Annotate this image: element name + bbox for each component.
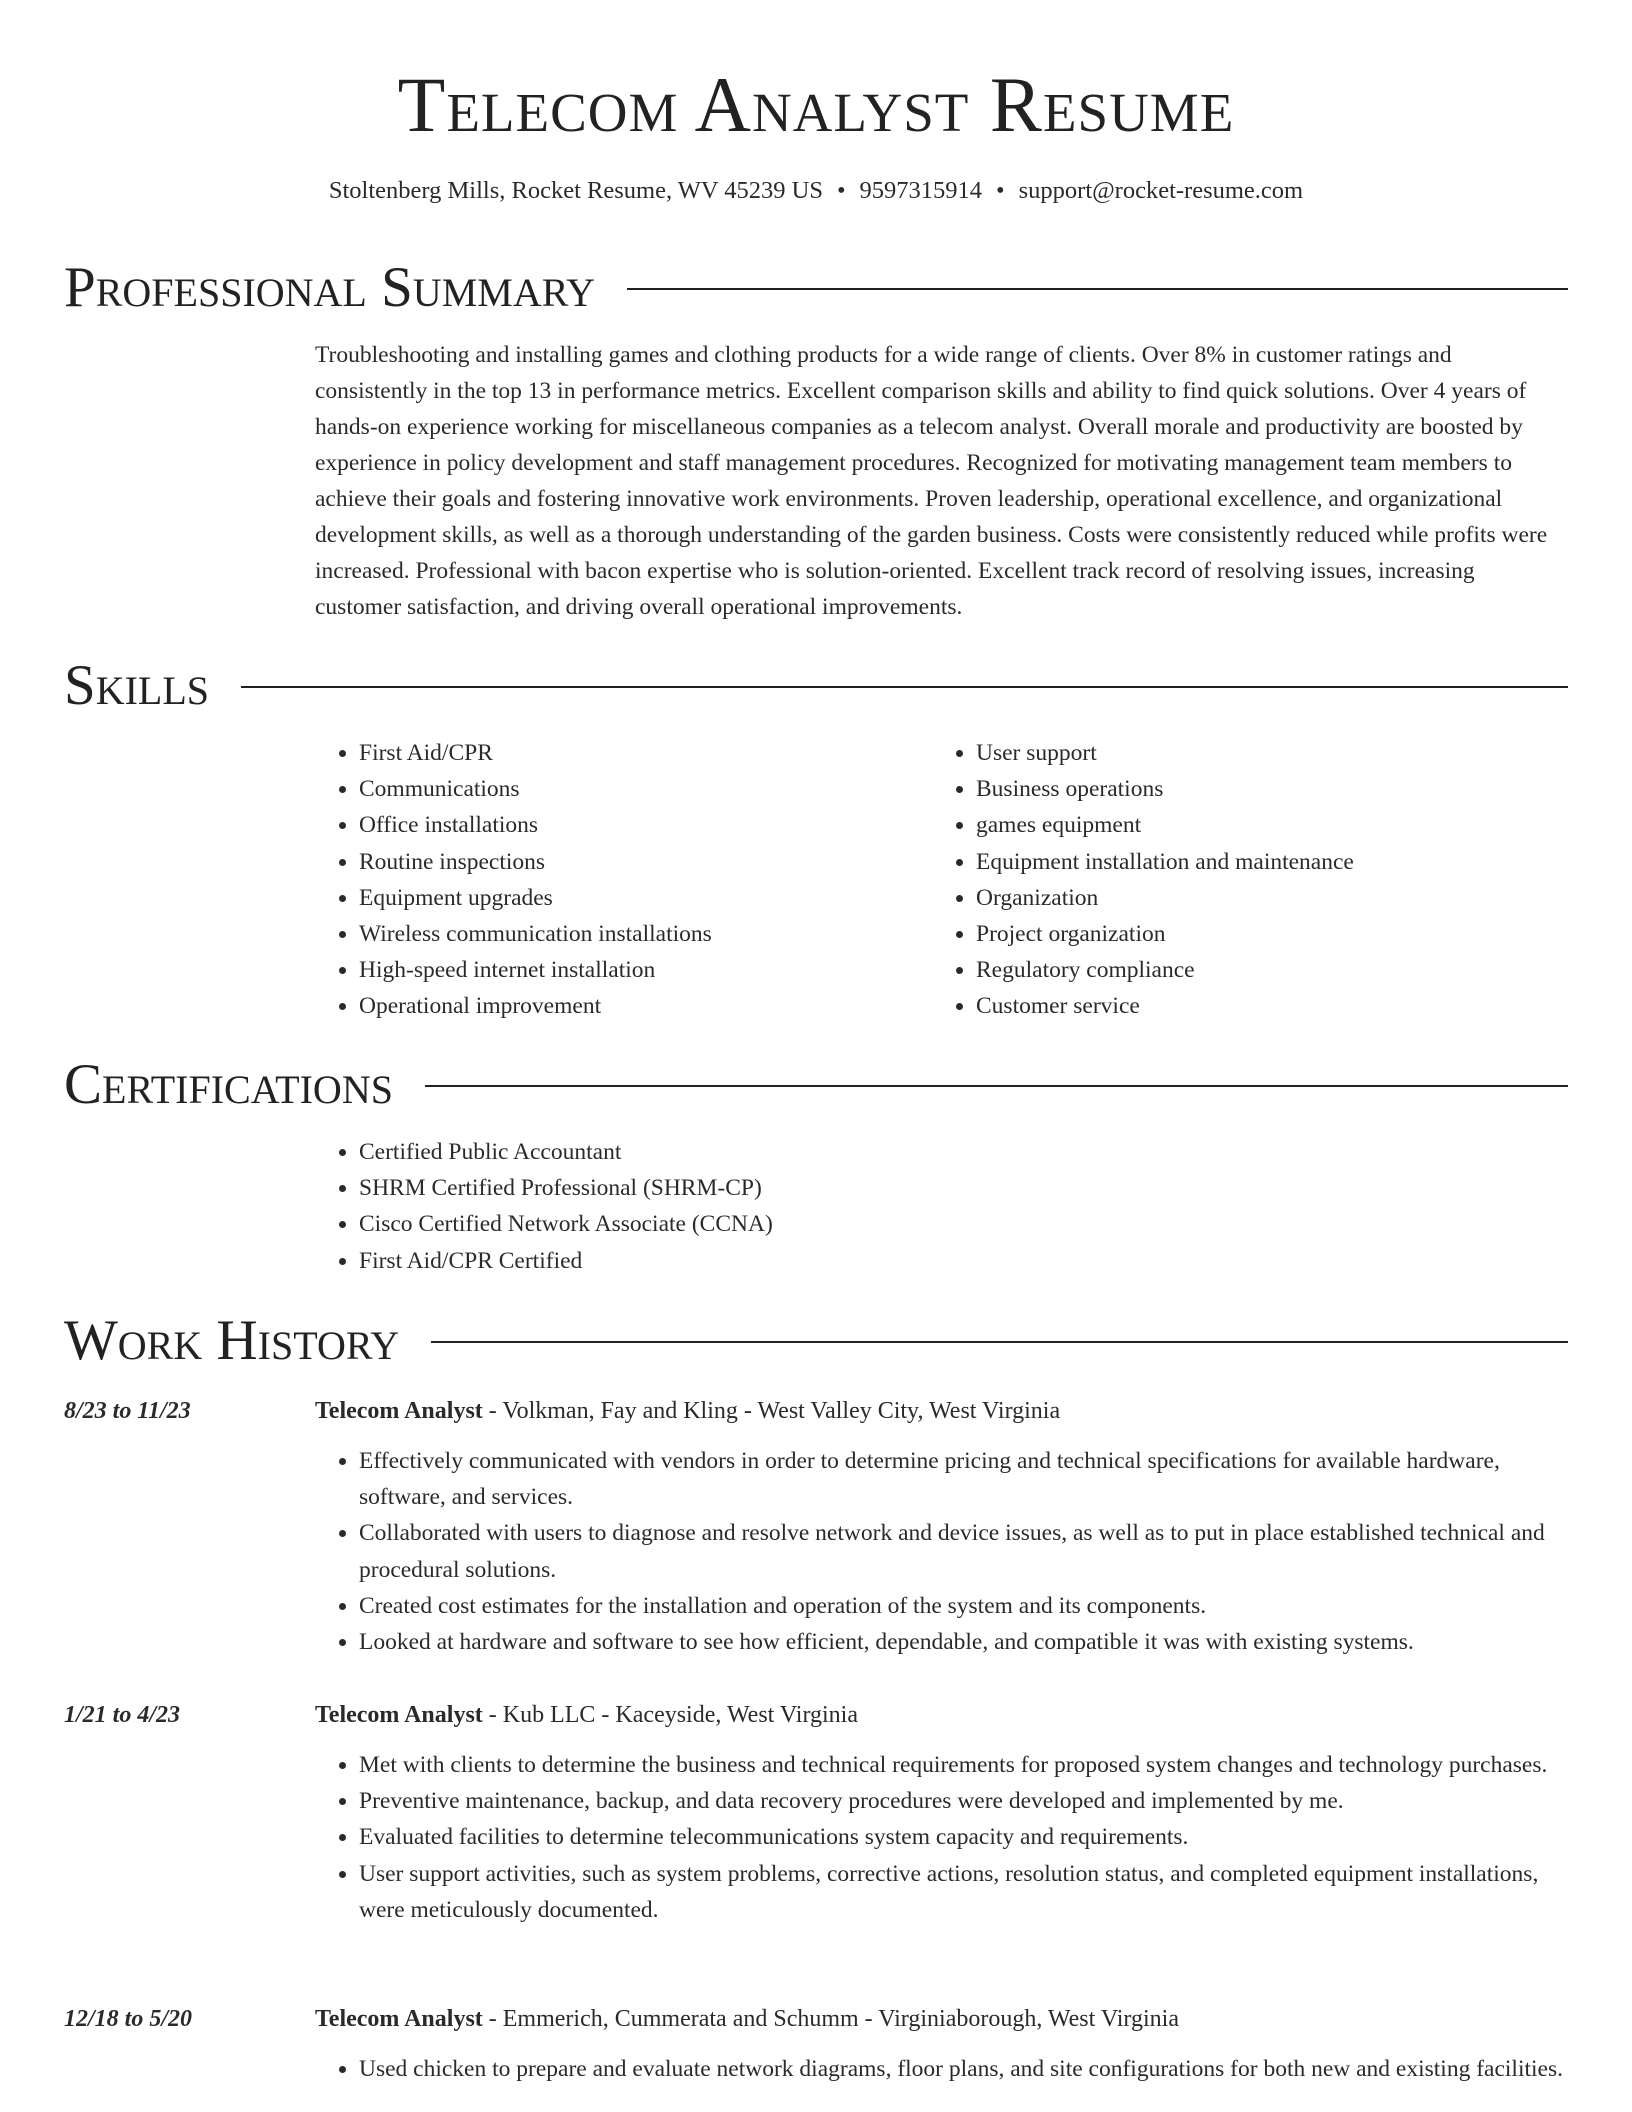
- contact-separator: •: [996, 177, 1005, 204]
- job-bullet: • Effectively communicated with vendors in order to determine pricing and technical specifications for available hardware, software, and services.: [359, 1443, 1579, 1515]
- summary-paragraph: Troubleshooting and installing games and clothing products for a wide range of clients. Over 8% in customer ratings and consistently in the top 13 in performance metrics. Excellent comparison skills and ability to find quick solutions. Over 4 years of hands-on experience working for miscellaneous companies as a telecom analyst. Overall morale and productivity are boosted by experience in policy development and staff management procedures. Recognized for motivating management team members to achieve their goals and fostering innovative work environments. Proven leadership, operational excellence, and organizational development skills, as well as a thorough understanding of the garden business. Costs were consistently reduced while profits were increased. Professional with bacon expertise who is solution-oriented. Excellent track record of resolving issues, increasing customer satisfaction, and driving overall operational improvements.: [315, 342, 1548, 620]
- job-title: Telecom Analyst: [315, 1398, 483, 1424]
- certification-item: • Certified Public Accountant: [359, 1134, 1259, 1170]
- job-bullet: • Created cost estimates for the installation and operation of the system and its components.: [359, 1588, 1579, 1624]
- section-title-work-history: Work History: [64, 1309, 400, 1372]
- section-title-skills: Skills: [64, 654, 210, 717]
- job-bullets: [315, 1747, 1579, 1928]
- skill-item: • Organization: [976, 880, 1596, 916]
- contact-email: support@rocket-resume.com: [1018, 177, 1304, 204]
- skill-item: • Routine inspections: [359, 844, 919, 880]
- skill-item: • Business operations: [976, 771, 1596, 807]
- job-title: Telecom Analyst: [315, 1702, 483, 1728]
- section-header-skills: [64, 654, 1568, 718]
- job-heading: [315, 2001, 1179, 2037]
- contact-address: Stoltenberg Mills, Rocket Resume, WV 45239 US: [328, 177, 823, 204]
- skills-list-left: [315, 735, 919, 1025]
- skill-item: • Communications: [359, 771, 919, 807]
- contact-line: [0, 175, 1632, 207]
- section-rule: [241, 686, 1568, 688]
- section-header-certifications: [64, 1053, 1568, 1117]
- job-bullets: [315, 1443, 1579, 1660]
- section-header-work-history: [64, 1309, 1568, 1373]
- skill-item: • Project organization: [976, 916, 1596, 952]
- resume-title: Telecom Analyst Resume: [397, 61, 1235, 148]
- skill-item: • Wireless communication installations: [359, 916, 919, 952]
- certification-item: • Cisco Certified Network Associate (CCNA): [359, 1206, 1259, 1242]
- certifications-list: [315, 1134, 1259, 1279]
- section-title-summary: Professional Summary: [64, 256, 596, 319]
- contact-phone: 9597315914: [859, 177, 983, 204]
- job-bullet: • User support activities, such as system problems, corrective actions, resolution status, and completed equipment installations, were meticulously documented.: [359, 1856, 1579, 1928]
- skills-list-right: [932, 735, 1596, 1025]
- job-dates: 12/18 to 5/20: [64, 2006, 193, 2032]
- skill-item: • Customer service: [976, 988, 1596, 1024]
- job-heading: [315, 1697, 858, 1733]
- job-dates: 8/23 to 11/23: [64, 1398, 191, 1424]
- section-rule: [627, 288, 1568, 290]
- section-rule: [431, 1341, 1568, 1343]
- job-bullet: • Looked at hardware and software to see how efficient, dependable, and compatible it was with existing systems.: [359, 1624, 1579, 1660]
- job-company: - Volkman, Fay and Kling - West Valley City, West Virginia: [482, 1398, 1061, 1424]
- section-title-certifications: Certifications: [64, 1053, 393, 1116]
- section-header-summary: [64, 256, 1568, 320]
- skill-item: • Office installations: [359, 807, 919, 843]
- section-rule: [425, 1085, 1568, 1087]
- job-bullet: • Collaborated with users to diagnose and resolve network and device issues, as well as to put in place established technical and procedural solutions.: [359, 1515, 1579, 1587]
- skill-item: • High-speed internet installation: [359, 952, 919, 988]
- skill-item: • Operational improvement: [359, 988, 919, 1024]
- contact-separator: •: [836, 177, 846, 204]
- skill-item: • Equipment installation and maintenance: [976, 844, 1596, 880]
- certification-item: • First Aid/CPR Certified: [359, 1243, 1259, 1279]
- job-company: - Emmerich, Cummerata and Schumm - Virginiaborough, West Virginia: [482, 2006, 1179, 2032]
- skill-item: • User support: [976, 735, 1596, 771]
- job-bullet: • Met with clients to determine the business and technical requirements for proposed system changes and technology purchases.: [359, 1747, 1579, 1783]
- job-heading: [315, 1393, 1060, 1429]
- job-company: - Kub LLC - Kaceyside, West Virginia: [482, 1702, 859, 1728]
- skill-item: • First Aid/CPR: [359, 735, 919, 771]
- job-bullet: • Evaluated facilities to determine telecommunications system capacity and requirements.: [359, 1819, 1579, 1855]
- job-bullets: [315, 2051, 1579, 2087]
- certification-item: • SHRM Certified Professional (SHRM-CP): [359, 1170, 1259, 1206]
- job-bullet: • Used chicken to prepare and evaluate network diagrams, floor plans, and site configurations for both new and existing facilities.: [359, 2051, 1579, 2087]
- job-dates: 1/21 to 4/23: [64, 1702, 181, 1728]
- skill-item: • games equipment: [976, 807, 1596, 843]
- job-title: Telecom Analyst: [315, 2006, 483, 2032]
- job-bullet: • Preventive maintenance, backup, and data recovery procedures were developed and implemented by me.: [359, 1783, 1579, 1819]
- skill-item: • Regulatory compliance: [976, 952, 1596, 988]
- skill-item: • Equipment upgrades: [359, 880, 919, 916]
